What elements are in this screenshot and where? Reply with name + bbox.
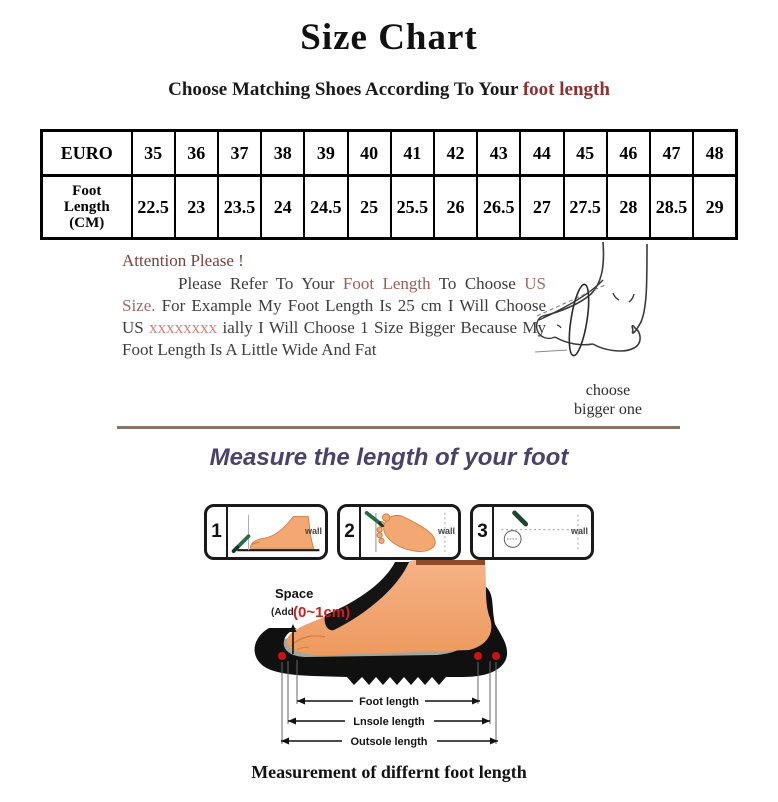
step-number: 2	[340, 507, 361, 557]
foot-length-cell: 27	[520, 176, 563, 239]
euro-size-cell: 42	[434, 131, 477, 176]
heel-dot	[474, 652, 482, 660]
toe-dot	[278, 652, 286, 660]
step-number: 3	[473, 507, 494, 557]
wall-label: wall	[570, 526, 588, 536]
foot-length-header-cell	[42, 176, 132, 239]
foot-length-cell: 23	[175, 176, 218, 239]
attention-foot-length-highlight: Foot Length	[342, 274, 431, 293]
foot-length-cell: 24	[261, 176, 304, 239]
measure-step-1-panel	[204, 504, 328, 560]
euro-size-cell: 44	[520, 131, 563, 176]
euro-size-cell: 38	[261, 131, 304, 176]
foot-length-cell: 22.5	[132, 176, 175, 239]
page-title: Size Chart	[300, 17, 478, 58]
euro-size-cell: 35	[132, 131, 175, 176]
euro-size-cell: 48	[693, 131, 736, 176]
wall-label: wall	[437, 526, 455, 536]
subtitle-highlight: foot length	[522, 79, 610, 100]
euro-size-cell: 46	[607, 131, 650, 176]
euro-size-cell: 40	[348, 131, 391, 176]
space-add-prefix: (Add	[271, 607, 294, 618]
foot-length-cell: 28	[607, 176, 650, 239]
attention-section	[122, 251, 546, 361]
attention-text: For Example My Foot Length Is 25 cm I Will Choose US	[122, 296, 546, 337]
foot-length-header-line: Foot	[72, 183, 102, 199]
measure-step-2-panel	[337, 504, 461, 560]
foot-length-cell: 26.5	[477, 176, 520, 239]
foot-length-measurement-diagram	[235, 558, 545, 758]
attention-heading: Attention Please !	[122, 251, 244, 270]
insole-length-arrow-label: Lnsole length	[353, 716, 425, 728]
step-number: 1	[207, 507, 228, 557]
attention-text: ially I Will Choose 1 Size Bigger Because My Foot Length Is A Little Wide And Fat	[122, 318, 546, 359]
euro-header-cell: EURO	[42, 131, 132, 176]
attention-paragraph	[122, 273, 546, 361]
space-label: Space	[275, 586, 314, 601]
attention-us-size-highlight: US Size.	[122, 274, 546, 315]
choose-bigger-line: bigger one	[574, 401, 642, 418]
foot-length-header-line: (CM)	[69, 215, 105, 231]
attention-text: Please Refer To Your	[178, 274, 343, 293]
table-row-foot-length	[42, 176, 737, 239]
foot-length-cell: 28.5	[650, 176, 693, 239]
foot-length-cell: 25	[348, 176, 391, 239]
wall-label: wall	[304, 526, 322, 536]
outsole-length-arrow-label: Outsole length	[350, 736, 428, 748]
euro-size-cell: 37	[218, 131, 261, 176]
foot-length-cell: 26	[434, 176, 477, 239]
heel-outer-dot	[492, 652, 500, 660]
foot-tape-measure-illustration	[535, 238, 770, 373]
foot-length-cell: 27.5	[564, 176, 607, 239]
footer-caption: Measurement of differnt foot length	[251, 762, 527, 782]
foot-length-cell: 24.5	[304, 176, 347, 239]
euro-size-cell: 45	[564, 131, 607, 176]
euro-size-cell: 39	[304, 131, 347, 176]
foot-length-header-line: Length	[63, 199, 110, 215]
attention-text: To Choose	[430, 274, 525, 293]
section-divider	[117, 426, 680, 429]
space-add-value: (0~1cm)	[293, 604, 351, 621]
foot-length-cell: 29	[693, 176, 736, 239]
foot-length-cell: 25.5	[391, 176, 434, 239]
measure-step-3-panel	[470, 504, 594, 560]
ankle-cut-band	[416, 560, 485, 565]
choose-bigger-line: choose	[585, 382, 631, 399]
attention-crossed-out-text: xxxxxxxx	[149, 318, 218, 337]
euro-size-cell: 36	[175, 131, 218, 176]
measure-steps-row	[204, 504, 594, 560]
foot-length-cell: 23.5	[218, 176, 261, 239]
euro-size-cell: 43	[477, 131, 520, 176]
measure-section-heading: Measure the length of your foot	[209, 444, 569, 471]
page-subtitle	[0, 79, 778, 101]
foot-length-arrow-label: Foot length	[359, 696, 419, 708]
subtitle-text: Choose Matching Shoes According To Your	[168, 79, 523, 100]
table-row-euro	[42, 131, 737, 176]
euro-size-cell: 47	[650, 131, 693, 176]
choose-bigger-caption	[550, 381, 666, 419]
size-table	[40, 129, 738, 240]
euro-size-cell: 41	[391, 131, 434, 176]
